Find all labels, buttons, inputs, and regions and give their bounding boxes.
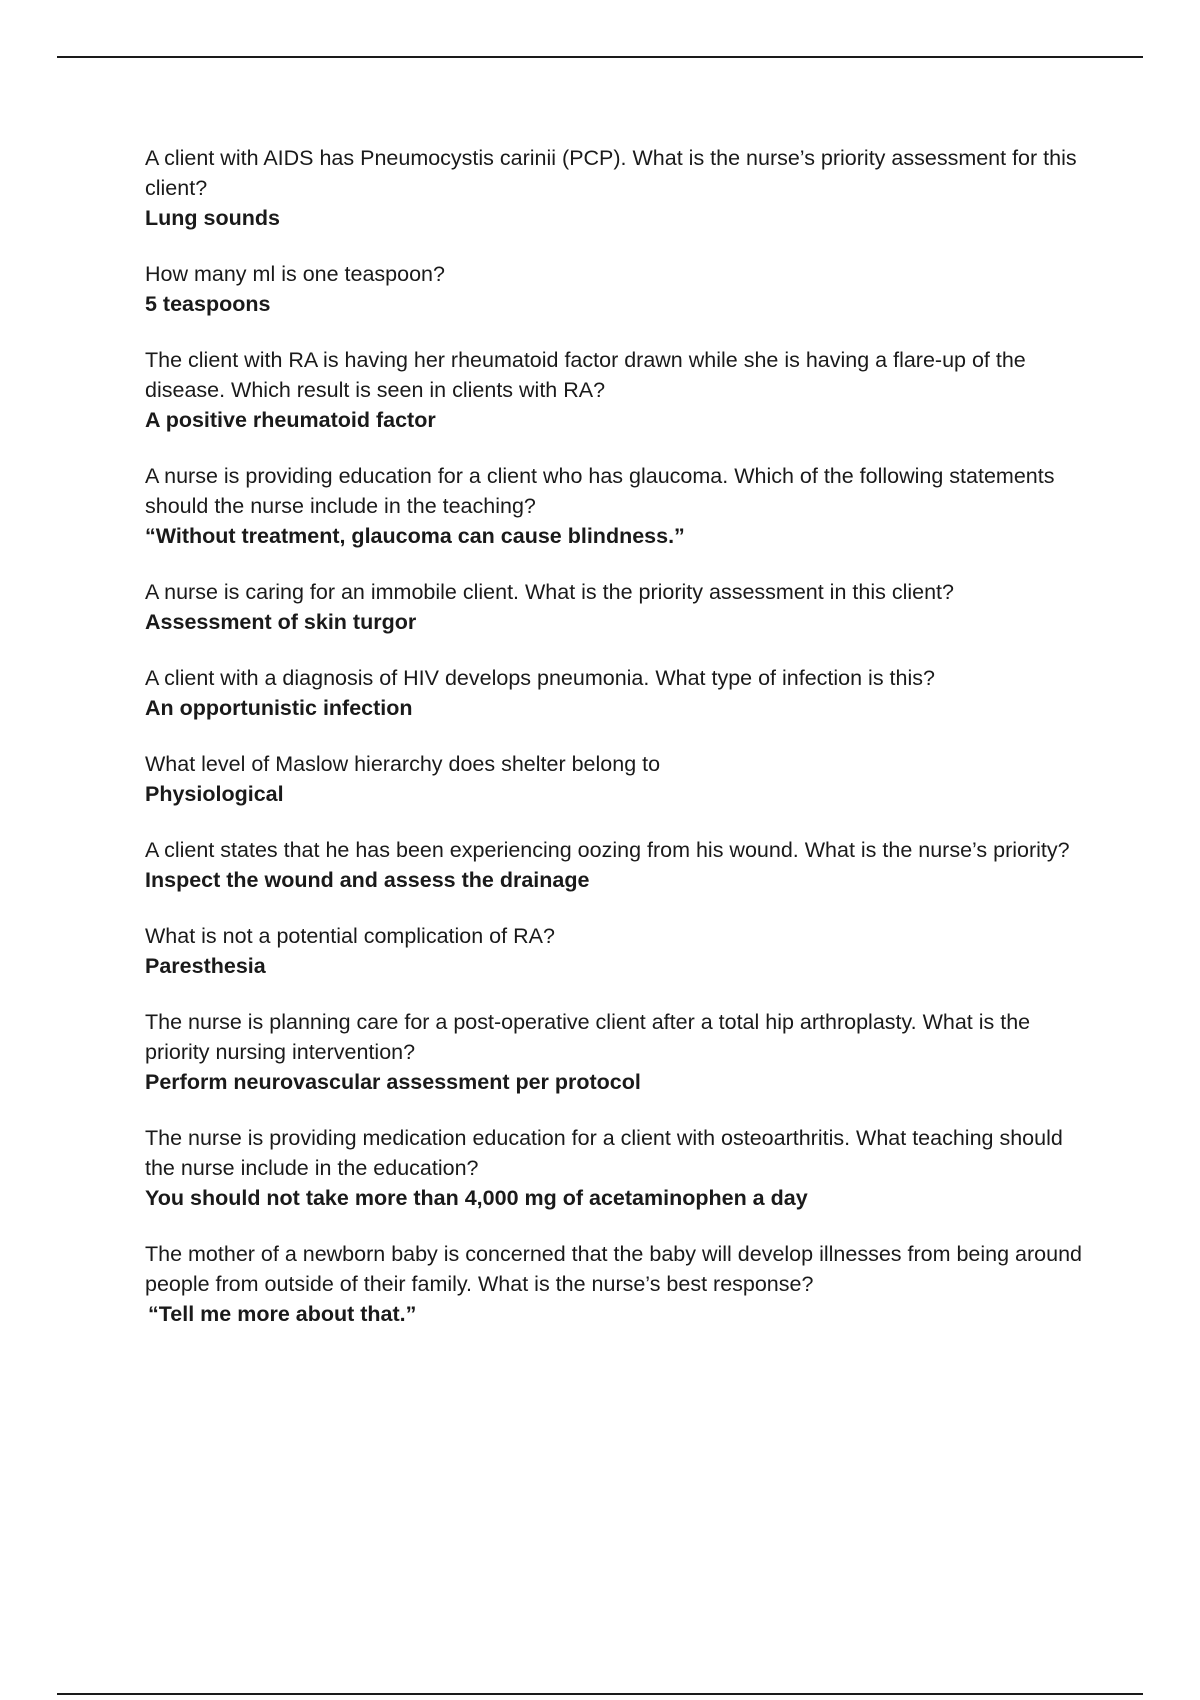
answer-text: You should not take more than 4,000 mg of acetaminophen a day — [145, 1186, 808, 1210]
question-text: The nurse is providing medication education for a client with osteoarthritis. What teaching should the nurse include in the education? — [145, 1126, 1063, 1180]
qa-list — [145, 143, 1085, 1355]
answer-text: An opportunistic infection — [145, 696, 413, 720]
question-text: What is not a potential complication of RA? — [145, 924, 555, 948]
question-text: A nurse is providing education for a client who has glaucoma. Which of the following statements should the nurse include in the teaching? — [145, 464, 1055, 518]
qa-item — [145, 577, 1085, 637]
question-text: How many ml is one teaspoon? — [145, 262, 445, 286]
answer-text: Assessment of skin turgor — [145, 610, 417, 634]
qa-item — [145, 921, 1085, 981]
qa-item — [145, 461, 1085, 551]
answer-text: Lung sounds — [145, 206, 280, 230]
question-text: The mother of a newborn baby is concerned that the baby will develop illnesses from being around people from outside of their family. What is the nurse’s best response? — [145, 1242, 1082, 1296]
qa-item — [145, 1007, 1085, 1097]
answer-text: A positive rheumatoid factor — [145, 408, 436, 432]
answer-text: “Without treatment, glaucoma can cause blindness.” — [145, 524, 685, 548]
qa-item — [145, 1239, 1085, 1329]
question-text: A client with a diagnosis of HIV develops pneumonia. What type of infection is this? — [145, 666, 935, 690]
qa-item — [145, 143, 1085, 233]
qa-item — [145, 749, 1085, 809]
question-text: A client with AIDS has Pneumocystis carinii (PCP). What is the nurse’s priority assessment for this client? — [145, 146, 1077, 200]
question-text: A nurse is caring for an immobile client. What is the priority assessment in this client? — [145, 580, 954, 604]
answer-text: Perform neurovascular assessment per protocol — [145, 1070, 641, 1094]
bottom-divider — [57, 1693, 1143, 1695]
answer-text: Paresthesia — [145, 954, 266, 978]
answer-text: “Tell me more about that.” — [148, 1302, 417, 1326]
question-text: A client states that he has been experiencing oozing from his wound. What is the nurse’s priority? — [145, 838, 1070, 862]
answer-text: Physiological — [145, 782, 284, 806]
answer-text: Inspect the wound and assess the drainage — [145, 868, 590, 892]
qa-item — [145, 1123, 1085, 1213]
answer-text: 5 teaspoons — [145, 292, 271, 316]
question-text: The nurse is planning care for a post-operative client after a total hip arthroplasty. What is the priority nursing intervention? — [145, 1010, 1031, 1064]
qa-item — [145, 259, 1085, 319]
qa-item — [145, 663, 1085, 723]
top-divider — [57, 56, 1143, 58]
question-text: The client with RA is having her rheumatoid factor drawn while she is having a flare-up of the disease. Which result is seen in clients with RA? — [145, 348, 1026, 402]
question-text: What level of Maslow hierarchy does shelter belong to — [145, 752, 661, 776]
qa-item — [145, 345, 1085, 435]
qa-item — [145, 835, 1085, 895]
